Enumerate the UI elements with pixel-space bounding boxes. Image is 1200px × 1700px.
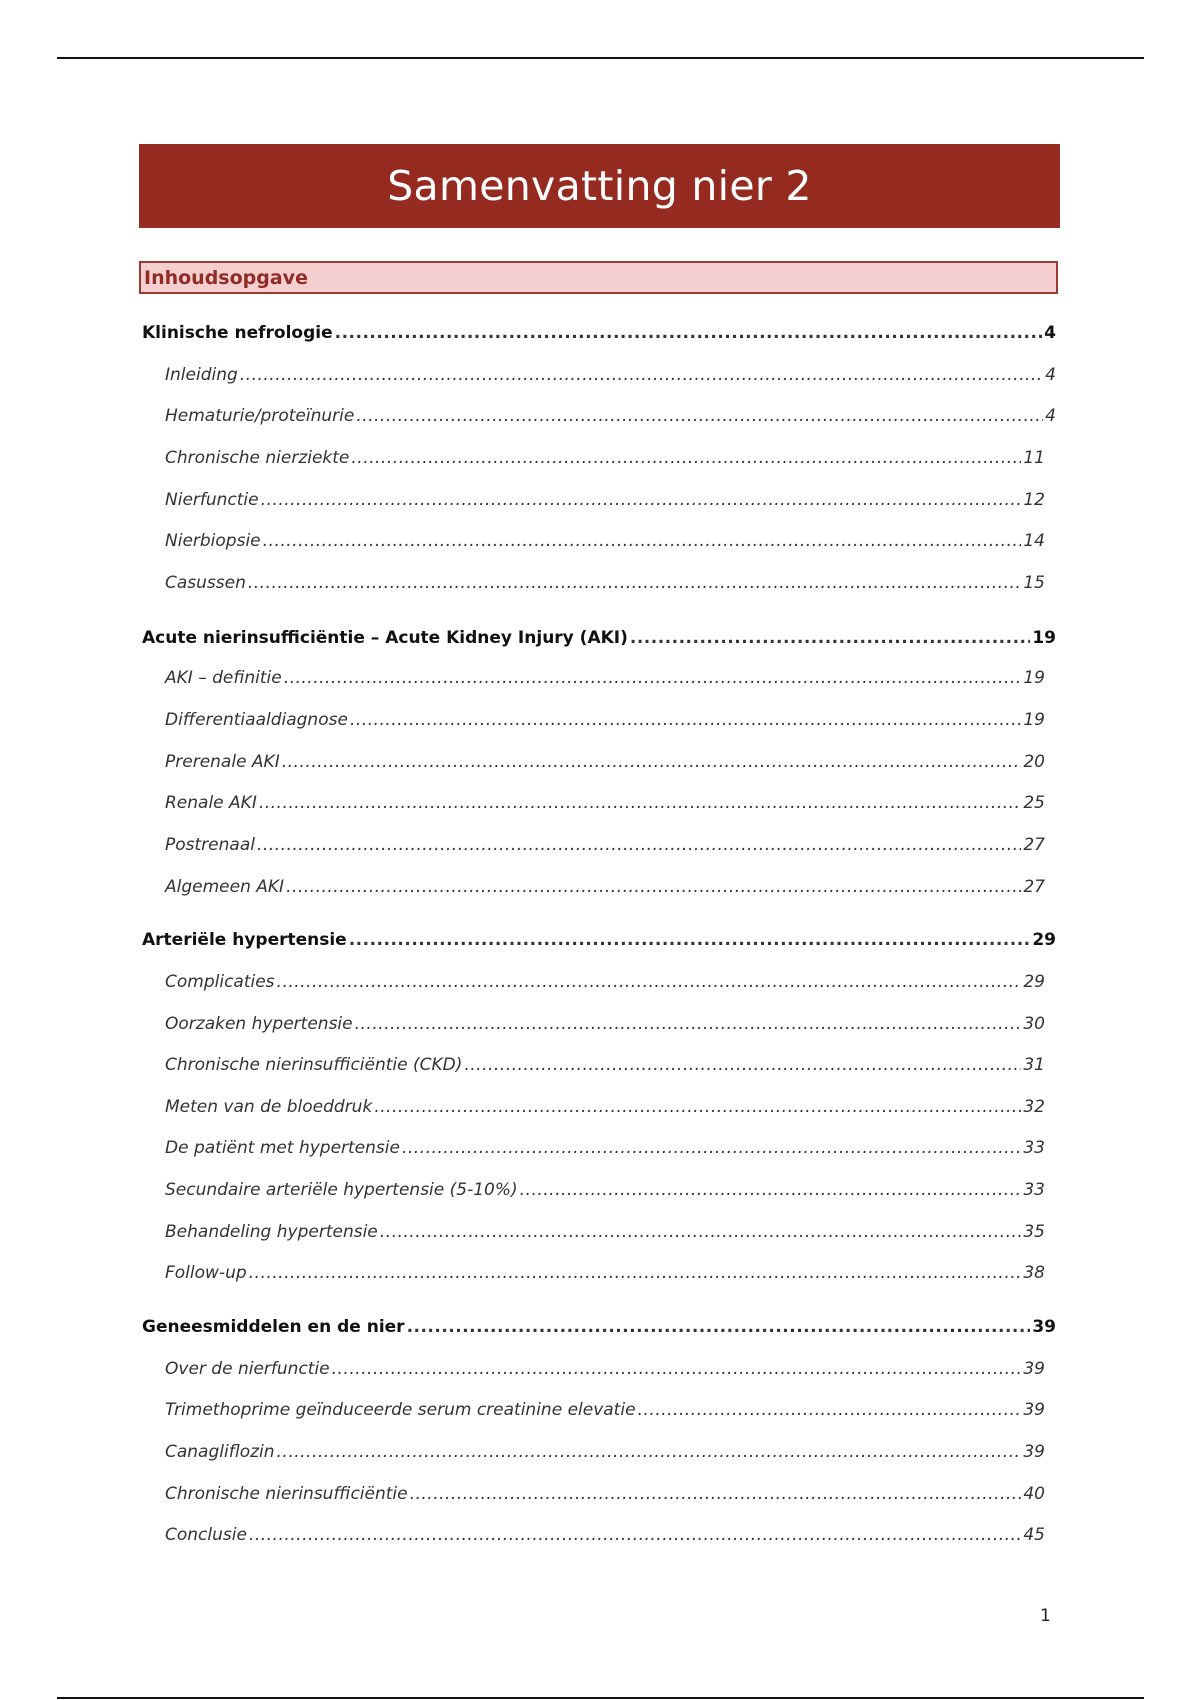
footer-rule xyxy=(57,1697,1144,1699)
toc-entry-page: 33 xyxy=(1023,1180,1045,1200)
page-number: 1 xyxy=(1040,1606,1051,1626)
toc-entry-hematurie-proteinurie[interactable] xyxy=(165,404,1056,428)
toc-entry-label: Complicaties xyxy=(165,972,275,992)
toc-entry-page: 4 xyxy=(1045,406,1056,426)
toc-entry-label: Arteriële hypertensie xyxy=(142,930,347,950)
toc-entry-trimethoprime[interactable] xyxy=(165,1398,1045,1422)
toc-leader-dots xyxy=(259,791,1022,815)
toc-leader-dots xyxy=(284,666,1022,690)
toc-entry-page: 35 xyxy=(1023,1222,1045,1242)
toc-entry-page: 15 xyxy=(1023,573,1045,593)
toc-entry-label: Prerenale AKI xyxy=(165,752,280,772)
toc-entry-follow-up[interactable] xyxy=(165,1261,1045,1285)
toc-entry-label: Inleiding xyxy=(165,365,238,385)
toc-entry-page: 29 xyxy=(1023,972,1045,992)
toc-leader-dots xyxy=(277,970,1022,994)
toc-entry-page: 30 xyxy=(1023,1014,1045,1034)
toc-entry-page: 29 xyxy=(1032,930,1056,950)
toc-entry-page: 20 xyxy=(1023,752,1045,772)
toc-entry-label: Secundaire arteriële hypertensie (5-10%) xyxy=(165,1180,518,1200)
toc-entry-page: 11 xyxy=(1023,448,1045,468)
toc-entry-secundaire-arteriele-hypertensie[interactable] xyxy=(165,1178,1045,1202)
toc-entry-page: 19 xyxy=(1032,628,1056,648)
toc-entry-page: 12 xyxy=(1023,490,1045,510)
toc-entry-aki-definitie[interactable] xyxy=(165,666,1045,690)
toc-section-klinische-nefrologie[interactable] xyxy=(142,321,1056,345)
toc-entry-label: Geneesmiddelen en de nier xyxy=(142,1317,405,1337)
toc-entry-label: Chronische nierinsufficiëntie (CKD) xyxy=(165,1055,463,1075)
header-rule xyxy=(57,57,1144,59)
toc-entry-page: 32 xyxy=(1023,1097,1045,1117)
toc-entry-label: Postrenaal xyxy=(165,835,255,855)
toc-entry-nierfunctie[interactable] xyxy=(165,488,1045,512)
toc-entry-label: Behandeling hypertensie xyxy=(165,1222,378,1242)
toc-entry-page: 39 xyxy=(1023,1442,1045,1462)
toc-leader-dots xyxy=(350,708,1021,732)
toc-entry-label: De patiënt met hypertensie xyxy=(165,1138,400,1158)
toc-entry-chronische-nierziekte[interactable] xyxy=(165,446,1045,470)
toc-entry-oorzaken-hypertensie[interactable] xyxy=(165,1012,1045,1036)
toc-entry-meten-van-de-bloeddruk[interactable] xyxy=(165,1095,1045,1119)
toc-entry-casussen[interactable] xyxy=(165,571,1045,595)
toc-leader-dots xyxy=(349,928,1031,952)
toc-leader-dots xyxy=(638,1398,1022,1422)
toc-leader-dots xyxy=(351,446,1021,470)
toc-leader-dots xyxy=(520,1178,1022,1202)
toc-entry-canagliflozin[interactable] xyxy=(165,1440,1045,1464)
toc-entry-label: Acute nierinsufficiëntie – Acute Kidney Injury (AKI) xyxy=(142,628,628,648)
toc-entry-label: Differentiaaldiagnose xyxy=(165,710,348,730)
toc-entry-page: 40 xyxy=(1023,1484,1045,1504)
toc-entry-label: Chronische nierziekte xyxy=(165,448,350,468)
toc-entry-page: 19 xyxy=(1023,710,1045,730)
toc-leader-dots xyxy=(249,1523,1021,1547)
toc-entry-page: 39 xyxy=(1032,1317,1056,1337)
toc-leader-dots xyxy=(240,363,1043,387)
toc-entry-page: 19 xyxy=(1023,668,1045,688)
toc-heading: Inhoudsopgave xyxy=(139,261,1058,294)
toc-entry-label: Hematurie/proteïnurie xyxy=(165,406,355,426)
toc-leader-dots xyxy=(277,1440,1022,1464)
toc-entry-nierbiopsie[interactable] xyxy=(165,529,1045,553)
toc-leader-dots xyxy=(282,750,1022,774)
toc-section-acute-nierinsufficientie[interactable] xyxy=(142,626,1056,650)
toc-entry-chronische-nierinsufficientie-ckd[interactable] xyxy=(165,1053,1045,1077)
toc-leader-dots xyxy=(356,404,1043,428)
toc-leader-dots xyxy=(410,1482,1022,1506)
toc-entry-page: 33 xyxy=(1023,1138,1045,1158)
toc-entry-label: Nierfunctie xyxy=(165,490,259,510)
toc-leader-dots xyxy=(263,529,1022,553)
toc-entry-page: 31 xyxy=(1023,1055,1045,1075)
document-title: Samenvatting nier 2 xyxy=(139,144,1060,228)
toc-entry-de-patient-met-hypertensie[interactable] xyxy=(165,1136,1045,1160)
toc-section-geneesmiddelen-en-de-nier[interactable] xyxy=(142,1315,1056,1339)
toc-entry-label: Casussen xyxy=(165,573,246,593)
toc-entry-page: 38 xyxy=(1023,1263,1045,1283)
toc-leader-dots xyxy=(630,626,1030,650)
toc-entry-label: Canagliflozin xyxy=(165,1442,275,1462)
toc-entry-label: Follow-up xyxy=(165,1263,247,1283)
toc-entry-page: 39 xyxy=(1023,1400,1045,1420)
toc-leader-dots xyxy=(332,1357,1022,1381)
toc-entry-label: Chronische nierinsufficiëntie xyxy=(165,1484,408,1504)
toc-entry-label: Nierbiopsie xyxy=(165,531,261,551)
toc-entry-page: 25 xyxy=(1023,793,1045,813)
toc-entry-page: 39 xyxy=(1023,1359,1045,1379)
toc-entry-prerenale-aki[interactable] xyxy=(165,750,1045,774)
toc-leader-dots xyxy=(402,1136,1021,1160)
toc-entry-complicaties[interactable] xyxy=(165,970,1045,994)
toc-entry-over-de-nierfunctie[interactable] xyxy=(165,1357,1045,1381)
toc-entry-label: Klinische nefrologie xyxy=(142,323,333,343)
toc-entry-label: Over de nierfunctie xyxy=(165,1359,330,1379)
toc-entry-label: Algemeen AKI xyxy=(165,877,285,897)
toc-entry-page: 14 xyxy=(1023,531,1045,551)
toc-entry-label: Conclusie xyxy=(165,1525,247,1545)
toc-leader-dots xyxy=(257,833,1021,857)
toc-entry-page: 27 xyxy=(1023,877,1045,897)
toc-leader-dots xyxy=(335,321,1043,345)
toc-leader-dots xyxy=(380,1220,1022,1244)
toc-leader-dots xyxy=(261,488,1022,512)
toc-entry-behandeling-hypertensie[interactable] xyxy=(165,1220,1045,1244)
toc-leader-dots xyxy=(374,1095,1021,1119)
toc-entry-page: 4 xyxy=(1045,365,1056,385)
toc-entry-page: 45 xyxy=(1023,1525,1045,1545)
toc-entry-page: 27 xyxy=(1023,835,1045,855)
toc-section-arteriele-hypertensie[interactable] xyxy=(142,928,1056,952)
toc-entry-label: AKI – definitie xyxy=(165,668,282,688)
toc-entry-renale-aki[interactable] xyxy=(165,791,1045,815)
toc-entry-conclusie[interactable] xyxy=(165,1523,1045,1547)
toc-leader-dots xyxy=(249,1261,1022,1285)
toc-entry-label: Renale AKI xyxy=(165,793,257,813)
toc-entry-label: Trimethoprime geïnduceerde serum creatinine elevatie xyxy=(165,1400,636,1420)
toc-entry-postrenaal[interactable] xyxy=(165,833,1045,857)
toc-entry-label: Oorzaken hypertensie xyxy=(165,1014,353,1034)
toc-entry-label: Meten van de bloeddruk xyxy=(165,1097,373,1117)
toc-leader-dots xyxy=(355,1012,1022,1036)
toc-entry-inleiding[interactable] xyxy=(165,363,1056,387)
toc-leader-dots xyxy=(407,1315,1031,1339)
toc-entry-page: 4 xyxy=(1044,323,1056,343)
toc-leader-dots xyxy=(248,571,1021,595)
toc-leader-dots xyxy=(286,875,1021,899)
toc-leader-dots xyxy=(464,1053,1021,1077)
toc-entry-algemeen-aki[interactable] xyxy=(165,875,1045,899)
toc-entry-chronische-nierinsufficientie[interactable] xyxy=(165,1482,1045,1506)
toc-entry-differentiaaldiagnose[interactable] xyxy=(165,708,1045,732)
